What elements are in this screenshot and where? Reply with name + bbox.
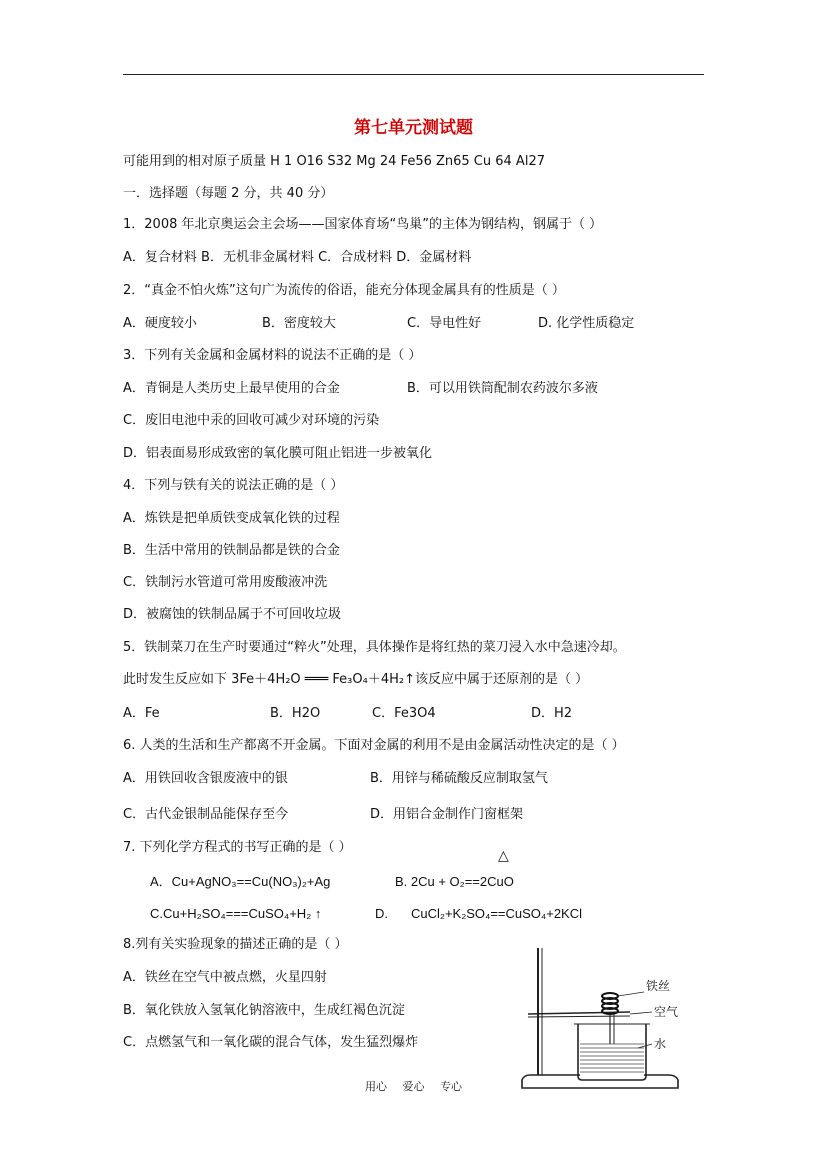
q7-option-d-label: D. bbox=[375, 906, 388, 921]
q4-option-a: A．炼铁是把单质铁变成氧化铁的过程 bbox=[123, 511, 340, 526]
label-iron-wire: 铁丝 bbox=[646, 979, 671, 993]
q7-option-d: CuCl₂+K₂SO₄==CuSO₄+2KCl bbox=[411, 906, 582, 921]
q7-option-a: A．Cu+AgNO₃==Cu(NO₃)₂+Ag bbox=[150, 874, 331, 889]
q2-stem: 2．“真金不怕火炼”这句广为流传的俗语，能充分体现金属具有的性质是（ ） bbox=[123, 283, 565, 298]
q3-option-c: C．废旧电池中汞的回收可减少对环境的污染 bbox=[123, 413, 380, 428]
q6-option-c: C．古代金银制品能保存至今 bbox=[123, 807, 289, 822]
q2-option-c: C．导电性好 bbox=[407, 316, 482, 331]
q7-option-b: B. 2Cu + O₂==2CuO bbox=[395, 874, 514, 889]
page-title: 第七单元测试题 bbox=[354, 118, 473, 138]
q8-option-c: C．点燃氢气和一氧化碳的混合气体，发生猛烈爆炸 bbox=[123, 1035, 419, 1050]
q4-option-d: D．被腐蚀的铁制品属于不可回收垃圾 bbox=[123, 607, 342, 622]
q5-option-a: A．Fe bbox=[123, 706, 160, 721]
q2-option-a: A．硬度较小 bbox=[123, 316, 197, 331]
q5-stem-1: 5．铁制菜刀在生产时要通过“粹火”处理，具体操作是将红热的菜刀浸入水中急速冷却。 bbox=[123, 640, 626, 655]
q3-option-d: D．铝表面易形成致密的氧化膜可阻止铝进一步被氧化 bbox=[123, 446, 433, 461]
q3-option-b: B．可以用铁筒配制农药波尔多液 bbox=[407, 381, 598, 396]
q4-stem: 4．下列与铁有关的说法正确的是（ ） bbox=[123, 478, 344, 493]
header-rule bbox=[123, 74, 704, 75]
q2-option-d: D. 化学性质稳定 bbox=[538, 316, 635, 331]
footer-word-2: 爱心 bbox=[402, 1080, 425, 1093]
q3-option-a: A．青铜是人类历史上最早使用的合金 bbox=[123, 381, 340, 396]
q6-stem: 6. 人类的生活和生产都离不开金属。下面对金属的利用不是由金属活动性决定的是（ ） bbox=[123, 738, 625, 753]
q8-stem: 8.列有关实验现象的描述正确的是（ ） bbox=[123, 937, 348, 952]
atomic-masses: 可能用到的相对原子质量 H 1 O16 S32 Mg 24 Fe56 Zn65 Cu 64 Al27 bbox=[123, 154, 545, 169]
heat-symbol: △ bbox=[498, 848, 509, 864]
q6-option-a: A．用铁回收含银废液中的银 bbox=[123, 771, 288, 786]
q3-stem: 3．下列有关金属和金属材料的说法不正确的是（ ） bbox=[123, 348, 422, 363]
q5-stem-2: 此时发生反应如下 3Fe＋4H₂O ═══ Fe₃O₄＋4H₂↑该反应中属于还原剂的是（ ） bbox=[123, 672, 589, 687]
footer-word-1: 用心 bbox=[365, 1080, 387, 1093]
q7-option-c: C.Cu+H₂SO₄===CuSO₄+H₂ ↑ bbox=[150, 906, 322, 921]
q5-option-b: B．H2O bbox=[270, 706, 321, 721]
q4-option-c: C．铁制污水管道可常用废酸液冲洗 bbox=[123, 575, 328, 590]
iron-wire-apparatus-figure bbox=[518, 944, 688, 1094]
q1-options: A．复合材料 B．无机非金属材料 C．合成材料 D．金属材料 bbox=[123, 250, 472, 265]
page-footer bbox=[0, 1078, 827, 1094]
q8-option-b: B．氧化铁放入氢氧化钠溶液中，生成红褐色沉淀 bbox=[123, 1003, 405, 1018]
q6-option-b: B．用锌与稀硫酸反应制取氢气 bbox=[370, 771, 548, 786]
q5-option-d: D．H2 bbox=[531, 706, 573, 721]
label-air: 空气 bbox=[654, 1005, 679, 1019]
section-heading: 一．选择题（每题 2 分，共 40 分） bbox=[123, 186, 334, 201]
q1-stem: 1．2008 年北京奥运会主会场——国家体育场“鸟巢”的主体为钢结构，钢属于（ ） bbox=[123, 217, 603, 232]
q2-option-b: B．密度较大 bbox=[262, 316, 336, 331]
label-water: 水 bbox=[654, 1037, 667, 1051]
q8-option-a: A．铁丝在空气中被点燃，火星四射 bbox=[123, 970, 327, 985]
q5-option-c: C．Fe3O4 bbox=[372, 706, 436, 721]
footer-word-3: 专心 bbox=[440, 1080, 462, 1093]
q7-stem: 7. 下列化学方程式的书写正确的是（ ） bbox=[123, 840, 352, 855]
q6-option-d: D．用铝合金制作门窗框架 bbox=[370, 807, 524, 822]
q4-option-b: B．生活中常用的铁制品都是铁的合金 bbox=[123, 543, 340, 558]
